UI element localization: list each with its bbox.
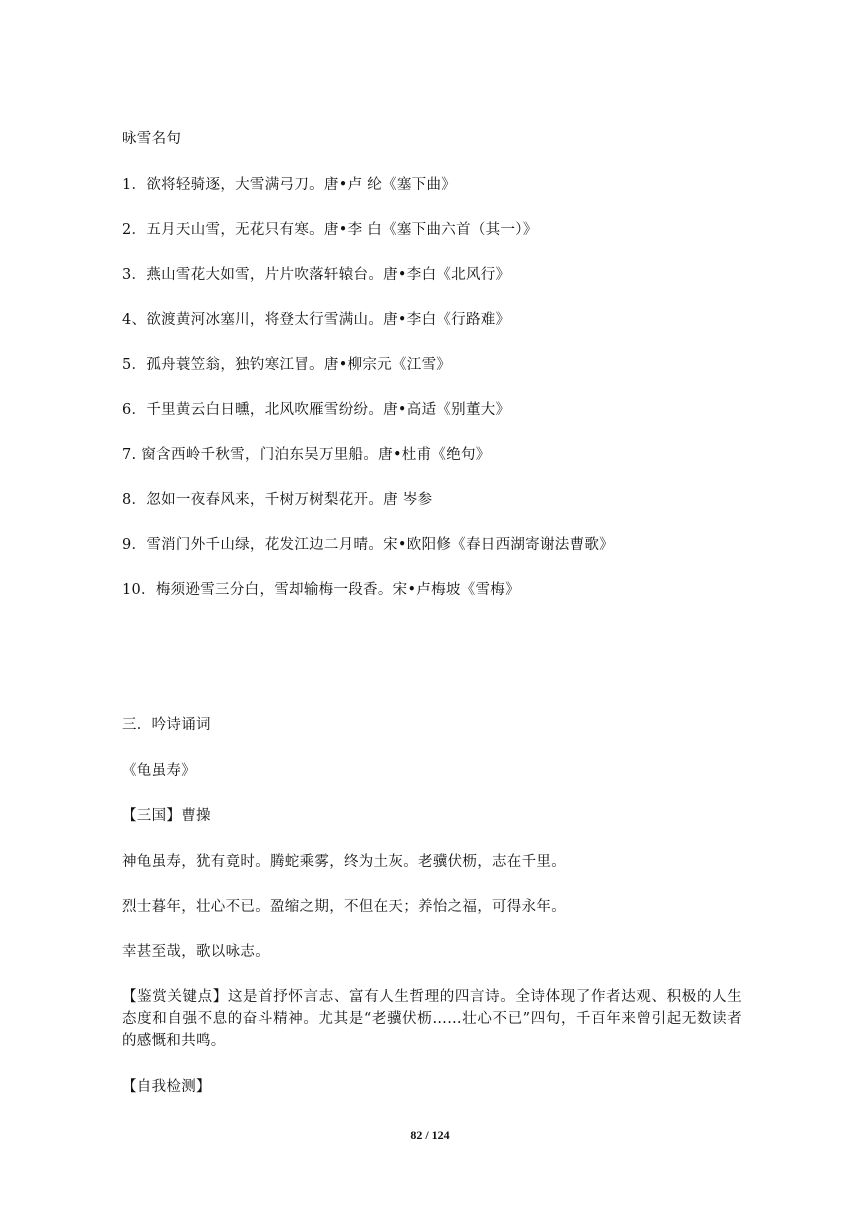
poem-line: 烈士暮年，壮心不已。盈缩之期，不但在天；养怡之福，可得永年。	[122, 899, 566, 915]
self-check-heading: 【自我检测】	[122, 1079, 211, 1095]
page-number: 82 / 124	[410, 1128, 450, 1142]
list-item: 9．雪消门外千山绿，花发江边二月晴。宋•欧阳修《春日西湖寄谢法曹歌》	[122, 537, 614, 553]
list-item: 1．欲将轻骑逐，大雪满弓刀。唐•卢 纶《塞下曲》	[122, 177, 457, 193]
list-item: 6．千里黄云白日曛，北风吹雁雪纷纷。唐•高适《别董大》	[122, 402, 511, 418]
poem-line: 幸甚至哉，歌以咏志。	[122, 944, 270, 960]
poem-title: 《龟虽寿》	[122, 763, 196, 779]
list-item: 3．燕山雪花大如雪，片片吹落轩辕台。唐•李白《北风行》	[122, 267, 511, 283]
list-item: 7. 窗含西岭千秋雪，门泊东吴万里船。唐•杜甫《绝句》	[122, 447, 491, 463]
list-item: 2．五月天山雪，无花只有寒。唐•李 白《塞下曲六首（其一）》	[122, 222, 538, 238]
appreciation-paragraph: 【鉴赏关键点】这是首抒怀言志、富有人生哲理的四言诗。全诗体现了作者达观、积极的人生态度和自强不息的奋斗精神。尤其是“老骥伏枥……壮心不已”四句，千百年来曾引起无数读者的感慨和共鸣。	[122, 989, 742, 1049]
list-item: 8．忽如一夜春风来，千树万树梨花开。唐 岑参	[122, 492, 433, 508]
section-title: 咏雪名句	[122, 131, 182, 147]
poem-line: 神龟虽寿，犹有竟时。腾蛇乘雾，终为土灰。老骥伏枥，志在千里。	[122, 854, 566, 870]
section-heading: 三．吟诗诵词	[122, 717, 211, 733]
poem-author: 【三国】曹操	[122, 808, 211, 824]
list-item: 5．孤舟蓑笠翁，独钓寒江冒。唐•柳宗元《江雪》	[122, 357, 452, 373]
list-item: 4、欲渡黄河冰塞川，将登太行雪满山。唐•李白《行路难》	[122, 312, 511, 328]
list-item: 10．梅须逊雪三分白，雪却输梅一段香。宋•卢梅坡《雪梅》	[122, 582, 520, 598]
